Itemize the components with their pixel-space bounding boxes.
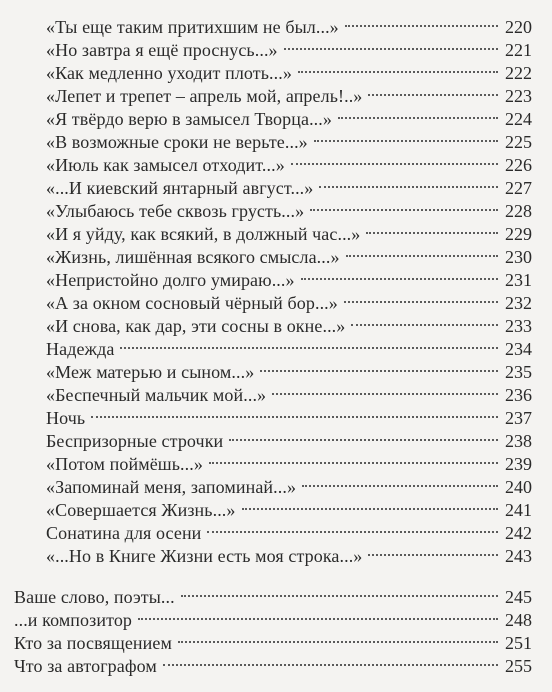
toc-entry bbox=[0, 194, 552, 221]
toc-entry-title: «...Но в Книге Жизни есть моя строка...» bbox=[46, 546, 363, 566]
dot-leader bbox=[260, 355, 498, 378]
toc-entry-page-number: 234 bbox=[505, 339, 532, 359]
toc-entry-page-number: 231 bbox=[505, 270, 532, 290]
toc-entry-title: «И снова, как дар, эти сосны в окне...» bbox=[46, 316, 346, 336]
toc-entry-page-number: 226 bbox=[505, 155, 532, 175]
toc-entry-title: «В возможные сроки не верьте...» bbox=[46, 132, 308, 152]
toc-entry-page-number: 227 bbox=[505, 178, 532, 198]
toc-entry-title: Кто за посвящением bbox=[14, 633, 172, 653]
toc-entry bbox=[0, 125, 552, 152]
dot-leader bbox=[314, 125, 498, 148]
toc-entry-title: «Беспечный мальчик мой...» bbox=[46, 385, 267, 405]
toc-entry-title: «Непристойно долго умираю...» bbox=[46, 270, 295, 290]
toc-entry-title: Беспризорные строчки bbox=[46, 431, 224, 451]
toc-entry bbox=[0, 626, 552, 653]
toc-entry-page-number: 243 bbox=[505, 546, 532, 566]
toc-entry bbox=[0, 603, 552, 630]
toc-entry bbox=[0, 539, 552, 566]
toc-appendix-list bbox=[0, 580, 552, 676]
dot-leader bbox=[291, 148, 498, 171]
dot-leader bbox=[310, 194, 498, 217]
toc-entry bbox=[0, 649, 552, 676]
dot-leader bbox=[178, 626, 498, 649]
toc-entry-page-number: 248 bbox=[505, 610, 532, 630]
toc-entry-title: ...и композитор bbox=[14, 610, 133, 630]
dot-leader bbox=[301, 263, 498, 286]
toc-entry bbox=[0, 447, 552, 474]
toc-entry bbox=[0, 148, 552, 175]
toc-entry-title: «Лепет и трепет – апрель мой, апрель!..» bbox=[46, 86, 363, 106]
toc-entry bbox=[0, 56, 552, 83]
toc-entry-title: «Но завтра я ещё проснусь...» bbox=[46, 40, 278, 60]
toc-entry bbox=[0, 493, 552, 520]
toc-entry-page-number: 239 bbox=[505, 454, 532, 474]
toc-entry-page-number: 255 bbox=[505, 656, 532, 676]
dot-leader bbox=[368, 79, 498, 102]
toc-main-list bbox=[0, 10, 552, 566]
dot-leader bbox=[284, 33, 498, 56]
dot-leader bbox=[302, 470, 498, 493]
toc-entry-title: «Меж матерью и сыном...» bbox=[46, 362, 255, 382]
dot-leader bbox=[138, 603, 498, 626]
toc-entry-title: Ваше слово, поэты... bbox=[14, 587, 175, 607]
toc-entry-title: «Жизнь, лишённая всякого смысла...» bbox=[46, 247, 340, 267]
toc-entry-title: «А за окном сосновый чёрный бор...» bbox=[46, 293, 338, 313]
toc-entry-title: Надежда bbox=[46, 339, 115, 359]
toc-entry-page-number: 240 bbox=[505, 477, 532, 497]
toc-entry bbox=[0, 217, 552, 244]
toc-entry-title: «Ты еще таким притихшим не был...» bbox=[46, 17, 339, 37]
toc-entry-title: «Я твёрдо верю в замысел Творца...» bbox=[46, 109, 332, 129]
toc-entry-page-number: 242 bbox=[505, 523, 532, 543]
toc-entry bbox=[0, 401, 552, 428]
dot-leader bbox=[91, 401, 498, 424]
toc-entry-page-number: 236 bbox=[505, 385, 532, 405]
toc-entry-title: Ночь bbox=[46, 408, 86, 428]
dot-leader bbox=[366, 217, 498, 240]
toc-entry bbox=[0, 79, 552, 106]
toc-entry bbox=[0, 424, 552, 451]
toc-entry bbox=[0, 309, 552, 336]
toc-entry bbox=[0, 10, 552, 37]
toc-entry-title: Сонатина для осени bbox=[46, 523, 202, 543]
dot-leader bbox=[120, 332, 498, 355]
dot-leader bbox=[344, 286, 498, 309]
toc-entry-title: «Июль как замысел отходит...» bbox=[46, 155, 285, 175]
toc-entry-page-number: 229 bbox=[505, 224, 532, 244]
toc-entry bbox=[0, 286, 552, 313]
toc-entry-page-number: 228 bbox=[505, 201, 532, 221]
dot-leader bbox=[319, 171, 498, 194]
toc-entry-page-number: 232 bbox=[505, 293, 532, 313]
toc-entry-page-number: 238 bbox=[505, 431, 532, 451]
dot-leader bbox=[368, 539, 498, 562]
toc-entry-title: «Как медленно уходит плоть...» bbox=[46, 63, 292, 83]
toc-entry-page-number: 237 bbox=[505, 408, 532, 428]
dot-leader bbox=[345, 10, 498, 33]
dot-leader bbox=[163, 649, 498, 672]
dot-leader bbox=[298, 56, 498, 79]
dot-leader bbox=[209, 447, 498, 470]
toc-entry-page-number: 223 bbox=[505, 86, 532, 106]
toc-entry-title: «Улыбаюсь тебе сквозь грусть...» bbox=[46, 201, 305, 221]
toc-entry bbox=[0, 580, 552, 607]
toc-entry-page-number: 241 bbox=[505, 500, 532, 520]
toc-entry bbox=[0, 516, 552, 543]
toc-entry bbox=[0, 378, 552, 405]
toc-entry-title: «...И киевский янтарный август...» bbox=[46, 178, 314, 198]
toc-entry-title: «И я уйду, как всякий, в должный час...» bbox=[46, 224, 361, 244]
toc-entry bbox=[0, 470, 552, 497]
toc-entry-title: «Потом поймёшь...» bbox=[46, 454, 203, 474]
toc-entry-title: «Совершается Жизнь...» bbox=[46, 500, 236, 520]
toc-entry bbox=[0, 332, 552, 359]
toc-entry-page-number: 225 bbox=[505, 132, 532, 152]
toc-entry-page-number: 224 bbox=[505, 109, 532, 129]
toc-entry-page-number: 220 bbox=[505, 17, 532, 37]
dot-leader bbox=[207, 516, 498, 539]
toc-entry-page-number: 235 bbox=[505, 362, 532, 382]
toc-entry bbox=[0, 102, 552, 129]
toc-entry-page-number: 222 bbox=[505, 63, 532, 83]
toc-entry-title: Что за автографом bbox=[14, 656, 157, 676]
dot-leader bbox=[272, 378, 498, 401]
dot-leader bbox=[338, 102, 498, 125]
dot-leader bbox=[242, 493, 499, 516]
toc-entry bbox=[0, 33, 552, 60]
toc-entry bbox=[0, 171, 552, 198]
toc-entry-page-number: 251 bbox=[505, 633, 532, 653]
toc-entry-page-number: 230 bbox=[505, 247, 532, 267]
toc-entry-page-number: 221 bbox=[505, 40, 532, 60]
toc-entry bbox=[0, 355, 552, 382]
toc-entry-title: «Запоминай меня, запоминай...» bbox=[46, 477, 297, 497]
dot-leader bbox=[346, 240, 498, 263]
toc-entry bbox=[0, 263, 552, 290]
dot-leader bbox=[181, 580, 498, 603]
dot-leader bbox=[351, 309, 498, 332]
toc-entry-page-number: 233 bbox=[505, 316, 532, 336]
toc-entry-page-number: 245 bbox=[505, 587, 532, 607]
toc-entry bbox=[0, 240, 552, 267]
dot-leader bbox=[229, 424, 498, 447]
